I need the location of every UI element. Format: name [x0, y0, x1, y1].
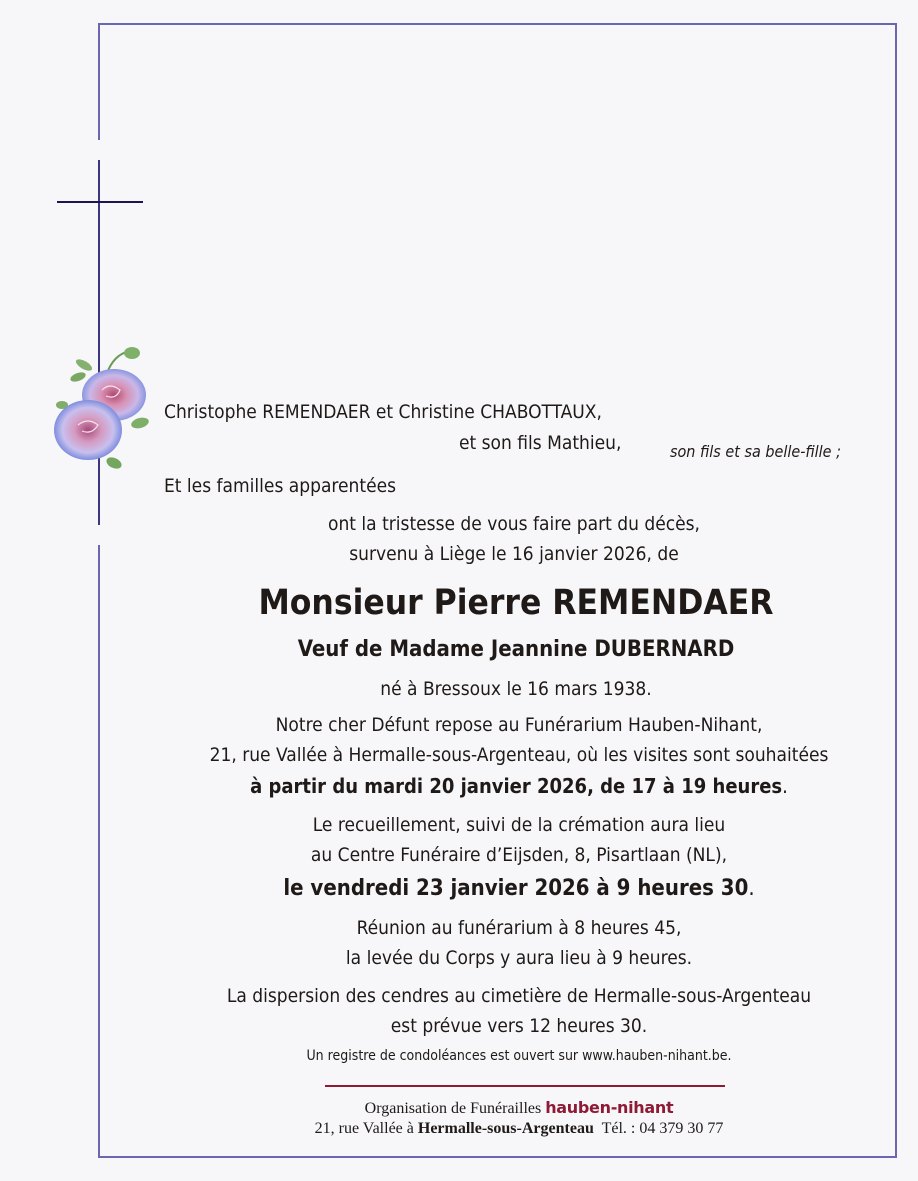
meeting-line-1: Réunion au funérarium à 8 heures 45,	[356, 917, 682, 939]
phone-number: Tél. : 04 379 30 77	[601, 1120, 724, 1137]
birth-info: né à Bressoux le 16 mars 1938.	[380, 678, 652, 700]
family-line-1: Christophe REMENDAER et Christine CHABOTTAUX,	[164, 401, 602, 423]
ceremony-time: le vendredi 23 janvier 2026 à 9 heures 30	[283, 876, 749, 901]
meeting-line-2: la levée du Corps y aura lieu à 9 heures.	[345, 947, 693, 969]
frame-left-border-top	[98, 23, 100, 140]
announcement-line-2: survenu à Liège le 16 janvier 2026, de	[349, 543, 679, 565]
ceremony-line-2: au Centre Funéraire d’Eijsden, 8, Pisartlaan (NL),	[310, 844, 728, 866]
family-line-3: Et les familles apparentées	[164, 475, 397, 497]
organizer-line	[0, 1098, 918, 1118]
dispersion-line-2: est prévue vers 12 heures 30.	[390, 1015, 648, 1037]
roses-icon	[52, 345, 157, 470]
period: .	[748, 876, 755, 901]
organizer-address	[0, 1120, 918, 1138]
address-prefix: 21, rue Vallée à	[314, 1120, 414, 1137]
visit-time: à partir du mardi 20 janvier 2026, de 17 à 19 heures	[250, 774, 783, 798]
cross-icon-vertical	[98, 160, 100, 525]
repose-line-2: 21, rue Vallée à Hermalle-sous-Argenteau, où les visites sont souhaitées	[209, 744, 829, 766]
family-line-2: et son fils Mathieu,	[459, 432, 622, 454]
repose-line-1: Notre cher Défunt repose au Funérarium Hauben-Nihant,	[275, 714, 763, 736]
period: .	[782, 774, 788, 798]
brand-logo: hauben-nihant	[545, 1098, 674, 1117]
address-city: Hermalle-sous-Argenteau	[417, 1120, 594, 1137]
dispersion-line-1: La dispersion des cendres au cimetière de Hermalle-sous-Argenteau	[226, 985, 812, 1007]
ceremony-line-3	[0, 876, 918, 901]
widow-of: Veuf de Madame Jeannine DUBERNARD	[297, 637, 735, 662]
condolence-registry: Un registre de condoléances est ouvert sur www.hauben-nihant.be.	[306, 1048, 732, 1064]
repose-line-3	[0, 774, 918, 798]
family-relation: son fils et sa belle-fille ;	[670, 442, 841, 461]
frame-top-border	[98, 23, 897, 25]
ceremony-line-1: Le recueillement, suivi de la crémation aura lieu	[312, 814, 726, 836]
announcement-line-1: ont la tristesse de vous faire part du décès,	[328, 513, 700, 535]
frame-bottom-border	[98, 1156, 897, 1158]
organizer-prefix: Organisation de Funérailles	[364, 1100, 542, 1117]
footer-divider	[325, 1085, 725, 1087]
cross-icon	[57, 201, 143, 203]
deceased-name: Monsieur Pierre REMENDAER	[258, 583, 774, 623]
